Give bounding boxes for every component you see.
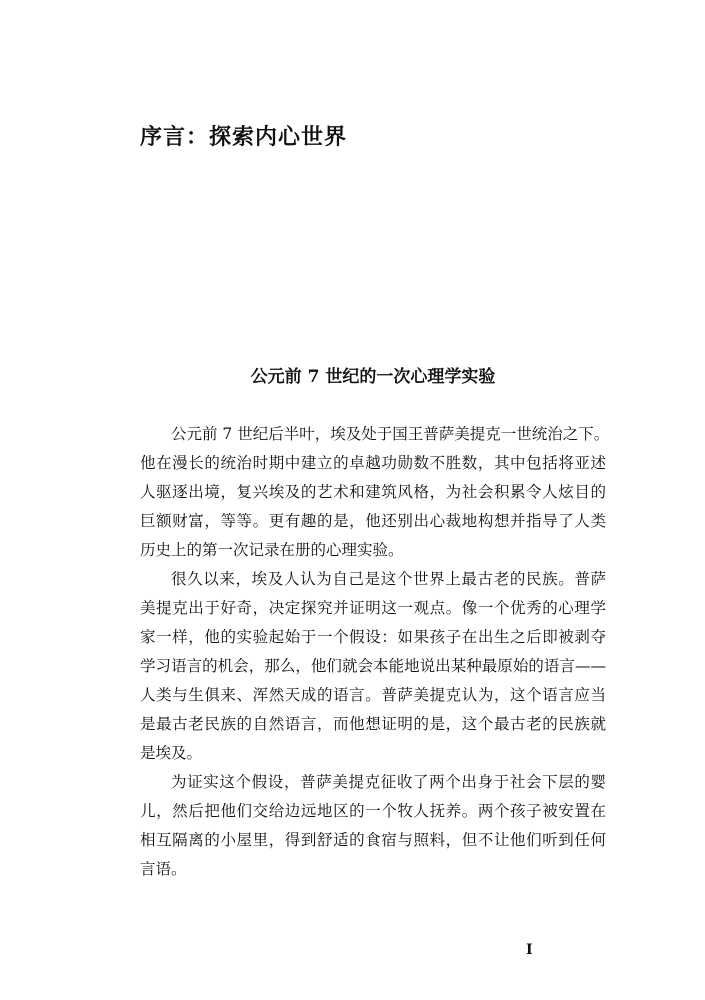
text-line: 学习语言的机会，那么，他们就会本能地说出某种最原始的语言—— — [140, 657, 606, 675]
text-line: 公元前 7 世纪后半叶，埃及处于国王普萨美提克一世统治之下。 — [171, 425, 610, 443]
text-line: 家一样，他的实验起始于一个假设：如果孩子在出生之后即被剥夺 — [140, 628, 606, 646]
text-line: 他在漫长的统治时期中建立的卓越功勋数不胜数，其中包括将亚述 — [140, 454, 606, 472]
text-line: 儿，然后把他们交给边远地区的一个牧人抚养。两个孩子被安置在 — [140, 802, 606, 820]
body-text — [140, 420, 610, 884]
page-number: I — [526, 942, 533, 958]
text-line: 为证实这个假设，普萨美提克征收了两个出身于社会下层的婴 — [171, 773, 606, 791]
page-title: 序言：探索内心世界 — [140, 124, 348, 150]
text-line: 是埃及。 — [140, 744, 203, 762]
text-line: 很久以来，埃及人认为自己是这个世界上最古老的民族。普萨 — [171, 570, 606, 588]
text-line: 人驱逐出境，复兴埃及的艺术和建筑风格，为社会积累令人炫目的 — [140, 483, 606, 501]
text-line: 相互隔离的小屋里，得到舒适的食宿与照料，但不让他们听到任何 — [140, 831, 606, 849]
text-line: 言语。 — [140, 860, 187, 878]
paragraph — [140, 768, 606, 884]
section-heading: 公元前 7 世纪的一次心理学实验 — [250, 367, 496, 387]
text-line: 巨额财富，等等。更有趣的是，他还别出心裁地构想并指导了人类 — [140, 512, 606, 530]
text-line: 人类与生俱来、浑然天成的语言。普萨美提克认为，这个语言应当 — [140, 686, 606, 704]
text-line: 美提克出于好奇，决定探究并证明这一观点。像一个优秀的心理学 — [140, 599, 606, 617]
paragraph — [140, 420, 610, 565]
paragraph — [140, 565, 606, 768]
text-line: 历史上的第一次记录在册的心理实验。 — [140, 541, 404, 559]
text-line: 是最古老民族的自然语言，而他想证明的是，这个最古老的民族就 — [140, 715, 606, 733]
